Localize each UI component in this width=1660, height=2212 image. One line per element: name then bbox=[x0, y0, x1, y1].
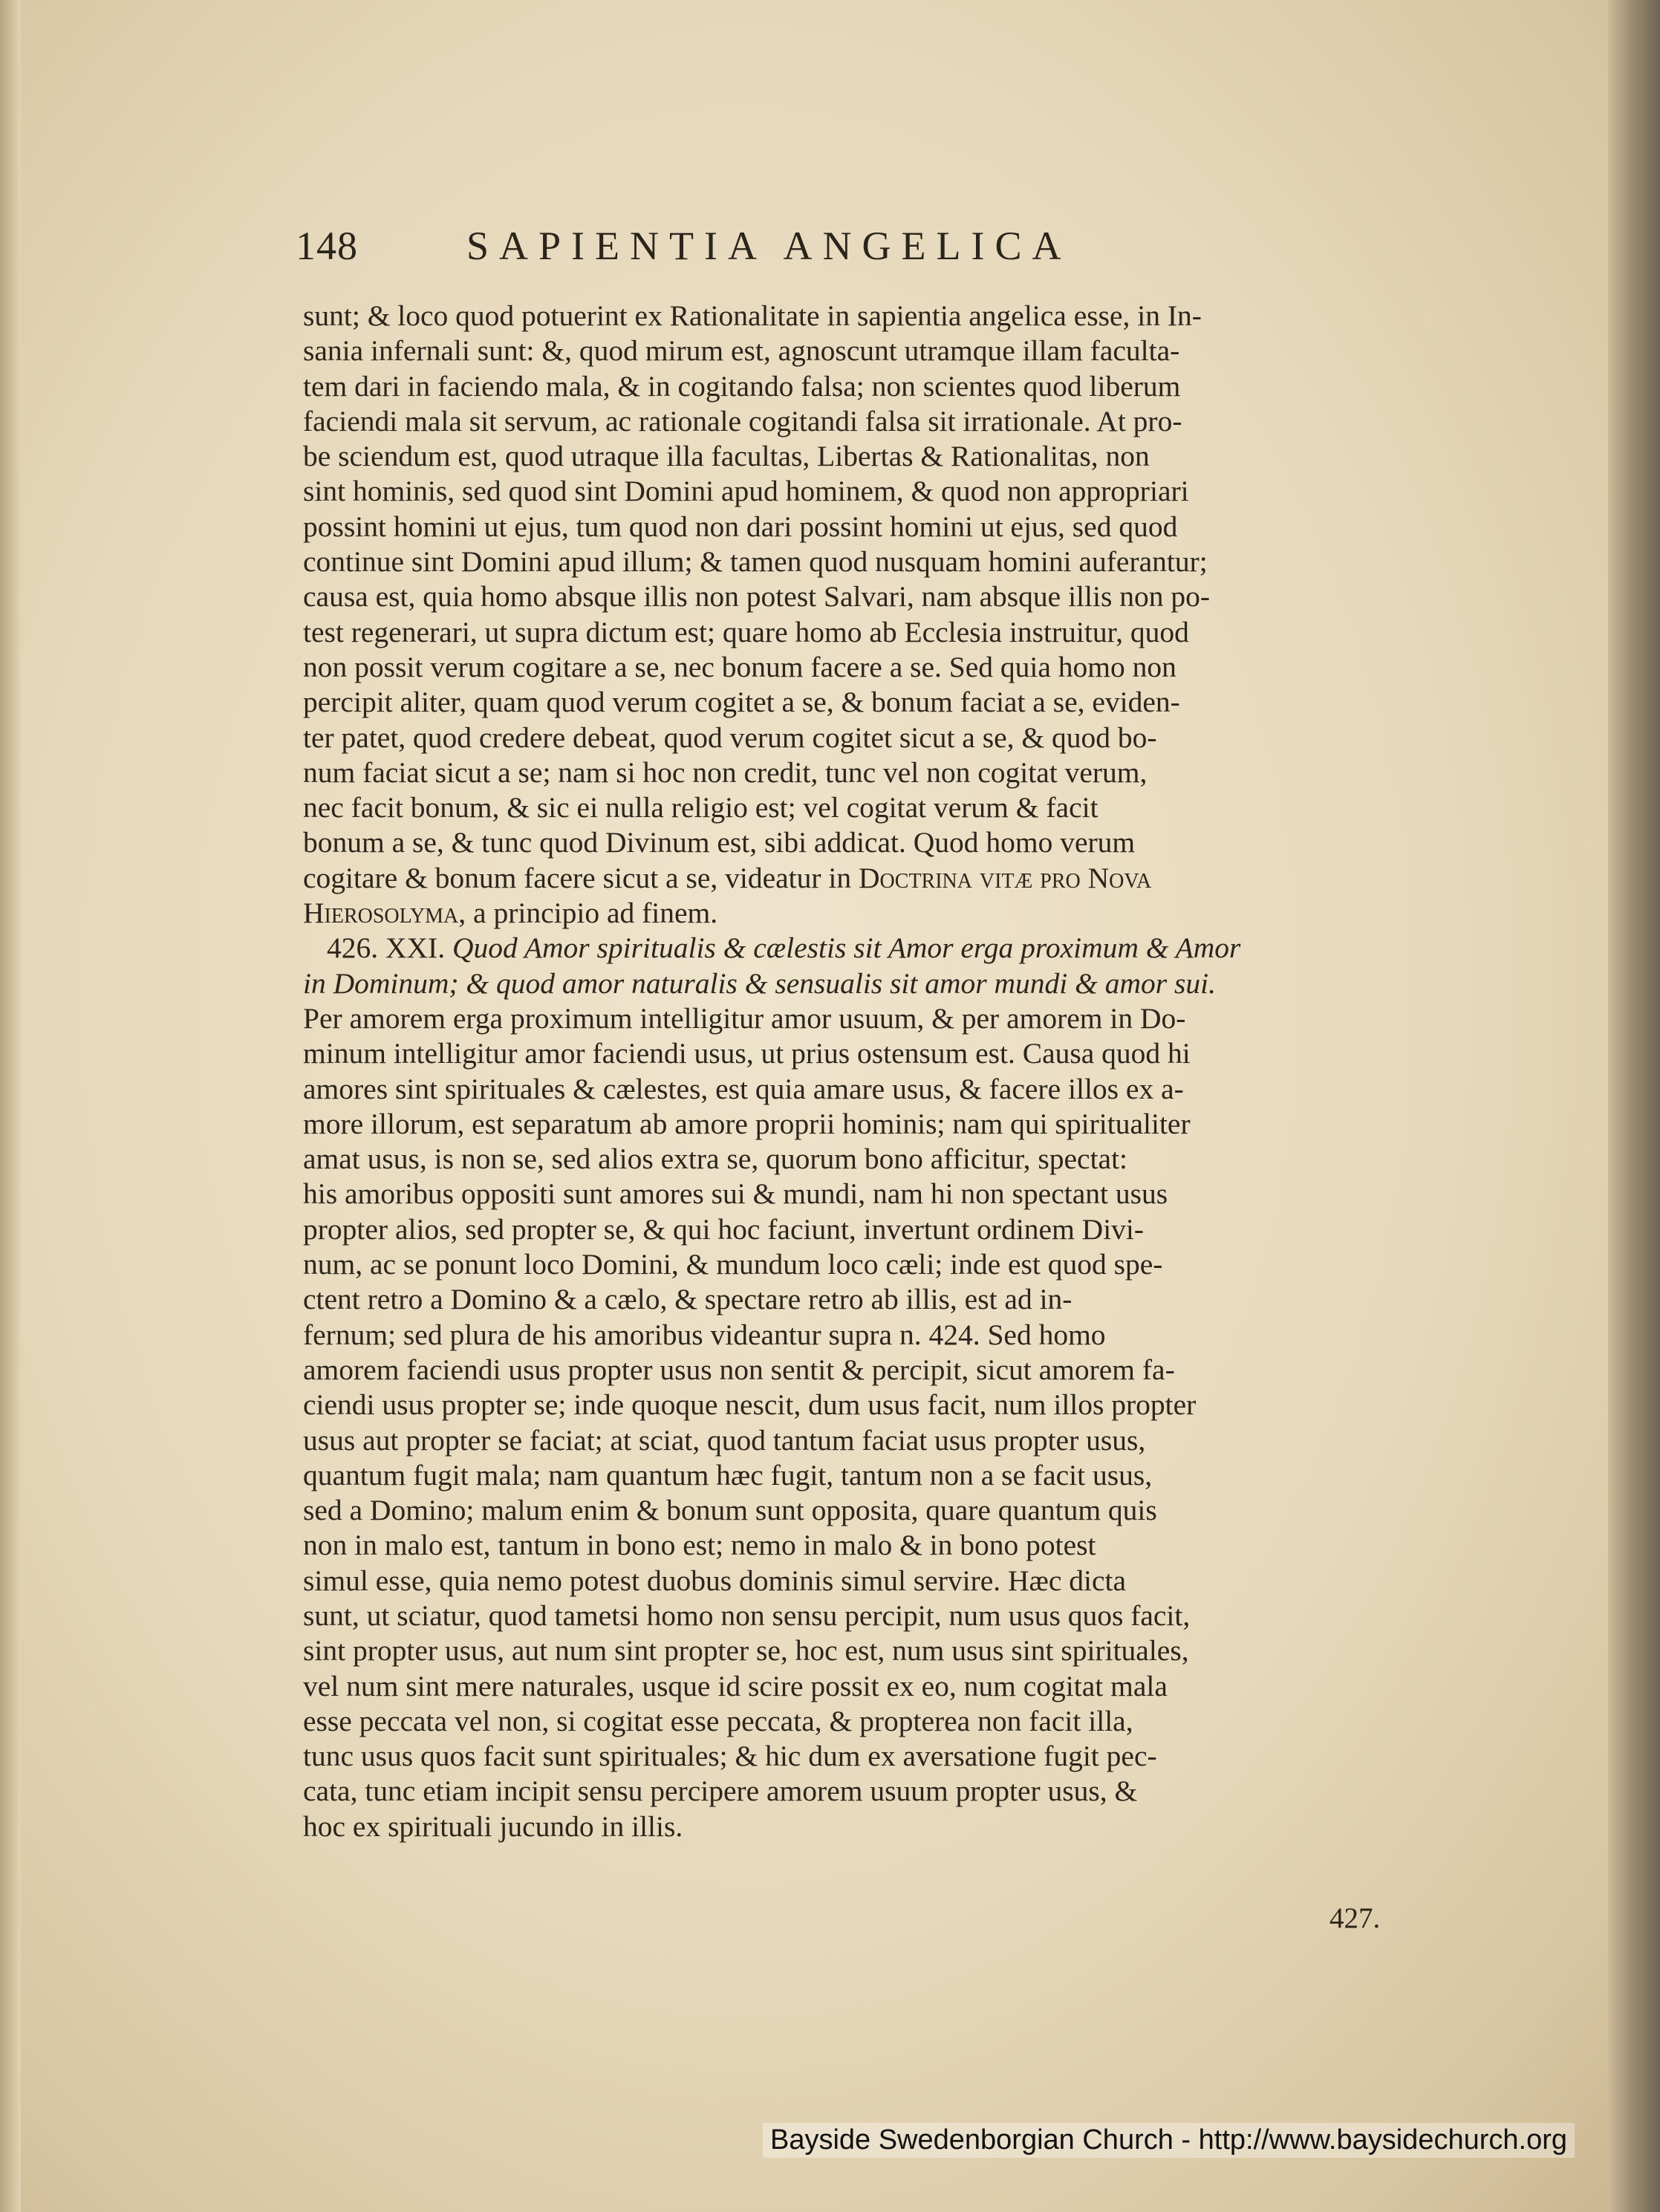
text-line: simul esse, quia nemo potest duobus dominis simul servire. Hæc dicta bbox=[303, 1564, 1127, 1597]
text-line: Hierosolyma, a principio ad finem. bbox=[303, 897, 718, 930]
body-text bbox=[303, 299, 1402, 1844]
text-line: quantum fugit mala; nam quantum hæc fugit, tantum non a se facit usus, bbox=[303, 1458, 1153, 1492]
text-line: vel num sint mere naturales, usque id scire possit ex eo, num cogitat mala bbox=[303, 1669, 1168, 1702]
text-line: non possit verum cogitare a se, nec bonum facere a se. Sed quia homo non bbox=[303, 650, 1176, 683]
text-line: Per amorem erga proximum intelligitur amor usuum, & per amorem in Do- bbox=[303, 1001, 1186, 1035]
watermark-text: Bayside Swedenborgian Church - http://www.baysidechurch.org bbox=[763, 2123, 1575, 2158]
text-line: bonum a se, & tunc quod Divinum est, sibi addicat. Quod homo verum bbox=[303, 826, 1136, 859]
text-line: esse peccata vel non, si cogitat esse peccata, & propterea non facit illa, bbox=[303, 1704, 1133, 1737]
text-line: causa est, quia homo absque illis non potest Salvari, nam absque illis non po- bbox=[303, 580, 1211, 614]
page-header bbox=[296, 223, 1283, 282]
text-line: sint propter usus, aut num sint propter se, hoc est, num usus sint spirituales, bbox=[303, 1634, 1189, 1668]
paragraph-number: 426. XXI. bbox=[327, 931, 446, 965]
text-line: ciendi usus propter se; inde quoque nescit, dum usus facit, num illos propter bbox=[303, 1388, 1197, 1422]
text-line: sunt; & loco quod potuerint ex Rationalitate in sapientia angelica esse, in In- bbox=[303, 299, 1202, 332]
text-line-underlined: continue sint Domini apud illum; & tamen quod nusquam homini auferantur; bbox=[303, 545, 1208, 579]
text-line: sunt, ut sciatur, quod tametsi homo non sensu percipit, num usus quos facit, bbox=[303, 1598, 1191, 1632]
watermark-bar bbox=[0, 2123, 1660, 2167]
text-line-underlined: sint hominis, sed quod sint Domini apud hominem, & quod non appropriari bbox=[303, 475, 1189, 508]
paragraph-heading-italic: Quod Amor spiritualis & cælestis sit Amor erga proximum & Amor bbox=[452, 931, 1241, 965]
text-line: test regenerari, ut supra dictum est; quare homo ab Ecclesia instruitur, quod bbox=[303, 615, 1189, 648]
text-line: minum intelligitur amor faciendi usus, ut prius ostensum est. Causa quod hi bbox=[303, 1037, 1191, 1070]
text-line: amorem faciendi usus propter usus non sentit & percipit, sicut amorem fa- bbox=[303, 1353, 1175, 1386]
text-line: faciendi mala sit servum, ac rationale cogitandi falsa sit irrationale. At pro- bbox=[303, 404, 1182, 437]
catchword: 427. bbox=[1329, 1902, 1381, 1934]
page-number: 148 bbox=[296, 224, 358, 268]
text-line: be sciendum est, quod utraque illa facultas, Libertas & Rationalitas, non bbox=[303, 440, 1150, 473]
paragraph-heading-italic-cont: in Dominum; & quod amor naturalis & sensualis sit amor mundi & amor sui. bbox=[303, 966, 1216, 1000]
text-line: percipit aliter, quam quod verum cogitet a se, & bonum faciat a se, eviden- bbox=[303, 686, 1180, 719]
page-left-edge bbox=[0, 0, 21, 2212]
text-line: amat usus, is non se, sed alios extra se, quorum bono afficitur, spectat: bbox=[303, 1142, 1128, 1176]
text-line: cata, tunc etiam incipit sensu percipere amorem usuum propter usus, & bbox=[303, 1775, 1138, 1808]
text-line: ctent retro a Domino & a cælo, & spectare retro ab illis, est ad in- bbox=[303, 1283, 1073, 1316]
paragraph-426-heading bbox=[303, 931, 1402, 966]
text-line: num, ac se ponunt loco Domini, & mundum loco cæli; inde est quod spe- bbox=[303, 1248, 1163, 1281]
text-line: ter patet, quod credere debeat, quod verum cogitet sicut a se, & quod bo- bbox=[303, 720, 1157, 754]
running-title: SAPIENTIA ANGELICA bbox=[466, 224, 1072, 268]
text-line: non in malo est, tantum in bono est; nemo in malo & in bono potest bbox=[303, 1529, 1096, 1562]
text-line: cogitare & bonum facere sicut a se, videatur in Doctrina vitæ pro Nova bbox=[303, 861, 1152, 894]
text-line-underlined: possint homini ut ejus, tum quod non dari possint homini ut ejus, sed quod bbox=[303, 510, 1178, 543]
page-gutter-shadow bbox=[1608, 0, 1660, 2212]
text-line: tunc usus quos facit sunt spirituales; & hic dum ex aversatione fugit pec- bbox=[303, 1740, 1157, 1773]
text-line: sed a Domino; malum enim & bonum sunt opposita, quare quantum quis bbox=[303, 1494, 1157, 1527]
text-line: propter alios, sed propter se, & qui hoc faciunt, invertunt ordinem Divi- bbox=[303, 1212, 1145, 1246]
text-line: sania infernali sunt: &, quod mirum est, agnoscunt utramque illam faculta- bbox=[303, 334, 1180, 368]
text-line: nec facit bonum, & sic ei nulla religio est; vel cogitat verum & facit bbox=[303, 791, 1098, 824]
text-line: usus aut propter se faciat; at sciat, quod tantum faciat usus propter usus, bbox=[303, 1423, 1146, 1457]
text-line: fernum; sed plura de his amoribus videantur supra n. 424. Sed homo bbox=[303, 1318, 1106, 1351]
text-line: hoc ex spirituali jucundo in illis. bbox=[303, 1809, 683, 1843]
text-line: num faciat sicut a se; nam si hoc non credit, tunc vel non cogitat verum, bbox=[303, 755, 1148, 789]
text-line: tem dari in faciendo mala, & in cogitando falsa; non scientes quod liberum bbox=[303, 369, 1181, 403]
text-line: amores sint spirituales & cælestes, est quia amare usus, & facere illos ex a- bbox=[303, 1072, 1184, 1105]
text-line: more illorum, est separatum ab amore proprii hominis; nam qui spiritualiter bbox=[303, 1107, 1191, 1140]
text-line: his amoribus oppositi sunt amores sui & mundi, nam hi non spectant usus bbox=[303, 1177, 1168, 1211]
